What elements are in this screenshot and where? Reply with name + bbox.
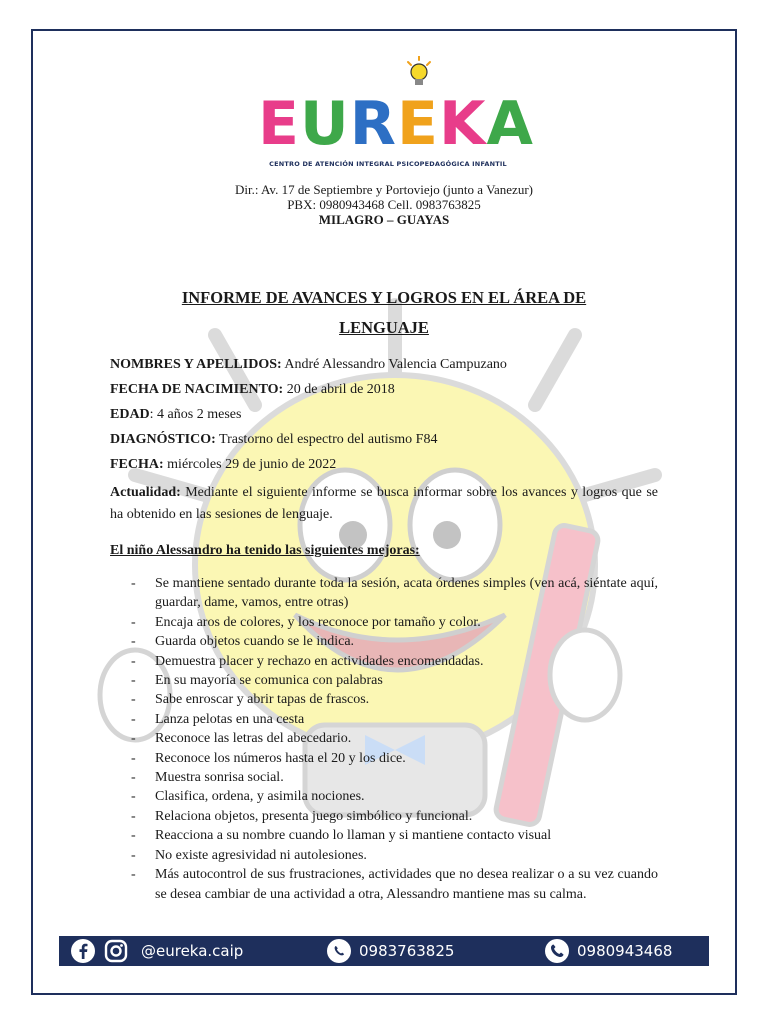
whatsapp-number[interactable]: 0983763825 [359, 942, 455, 960]
field-birthdate [110, 382, 395, 398]
list-item: - Reacciona a su nombre cuando lo llaman y si mantiene contacto visual [110, 826, 658, 845]
list-item: - Guarda objetos cuando se le indica. [110, 632, 658, 651]
actualidad-text: Mediante el siguiente informe se busca informar sobre los avances y logros que se ha obtenido en las sesiones de lenguaje. [110, 485, 658, 522]
city-line: MILAGRO – GUAYAS [318, 212, 450, 227]
address-line: Dir.: Av. 17 de Septiembre y Portoviejo (junto a Vanezur) [235, 182, 533, 197]
phones-line: PBX: 0980943468 Cell. 0983763825 [287, 197, 481, 212]
list-item: - Muestra sonrisa social. [110, 768, 658, 787]
phone-icon[interactable] [545, 939, 569, 963]
list-item: - Demuestra placer y rechazo en actividades encomendadas. [110, 652, 658, 671]
field-age-value: : 4 años 2 meses [149, 407, 242, 422]
field-date-value: miércoles 29 de junio de 2022 [163, 457, 337, 472]
field-name [110, 357, 507, 373]
lightbulb-icon [406, 56, 432, 88]
list-item: - Lanza pelotas en una cesta [110, 710, 658, 729]
list-item: - En su mayoría se comunica con palabras [110, 671, 658, 690]
actualidad-paragraph [110, 482, 658, 526]
list-item: - No existe agresividad ni autolesiones. [110, 846, 658, 865]
field-date-label: FECHA: [110, 457, 164, 472]
logo-wordmark: EUREKA [258, 89, 534, 159]
list-item: - Se mantiene sentado durante toda la sesión, acata órdenes simples (ven acá, siéntate aquí, guardar, dame, vamos, entre otras) [110, 574, 658, 613]
whatsapp-icon[interactable] [327, 939, 351, 963]
list-item: - Sabe enroscar y abrir tapas de frascos. [110, 690, 658, 709]
list-item: - Encaja aros de colores, y los reconoce por tamaño y color. [110, 613, 658, 632]
actualidad-label: Actualidad: [110, 485, 181, 500]
field-birthdate-value: 20 de abril de 2018 [283, 382, 395, 397]
report-title-line2: LENGUAJE [339, 318, 429, 337]
field-diagnosis-value: Trastorno del espectro del autismo F84 [215, 432, 438, 447]
field-date [110, 457, 336, 473]
improvements-heading: El niño Alessandro ha tenido las siguientes mejoras: [110, 543, 420, 558]
field-birthdate-label: FECHA DE NACIMIENTO: [110, 382, 284, 397]
list-item: - Más autocontrol de sus frustraciones, actividades que no desea realizar o a su vez cuando se desea cambiar de una actividad a otra, Alessandro mantiene mas su calma. [110, 865, 658, 904]
list-item: - Reconoce los números hasta el 20 y los dice. [110, 749, 658, 768]
contact-footer [59, 936, 709, 966]
logo-tagline: CENTRO DE ATENCIÓN INTEGRAL PSICOPEDAGÓGICA INFANTIL [269, 160, 507, 168]
instagram-icon[interactable] [104, 939, 128, 963]
field-name-value: André Alessandro Valencia Campuzano [281, 357, 507, 372]
field-diagnosis [110, 432, 437, 448]
facebook-icon[interactable] [71, 939, 95, 963]
field-age-label: EDAD [110, 407, 150, 422]
field-name-label: NOMBRES Y APELLIDOS: [110, 357, 282, 372]
report-title-line1: INFORME DE AVANCES Y LOGROS EN EL ÁREA DE [181, 288, 587, 307]
instagram-handle[interactable]: @eureka.caip [141, 942, 244, 960]
phone-number[interactable]: 0980943468 [577, 942, 673, 960]
list-item: - Reconoce las letras del abecedario. [110, 729, 658, 748]
list-item: - Clasifica, ordena, y asimila nociones. [110, 787, 658, 806]
improvements-list [110, 574, 658, 904]
list-item: - Relaciona objetos, presenta juego simbólico y funcional. [110, 807, 658, 826]
field-diagnosis-label: DIAGNÓSTICO: [110, 432, 216, 447]
eureka-logo [258, 56, 534, 176]
field-age [110, 407, 241, 423]
